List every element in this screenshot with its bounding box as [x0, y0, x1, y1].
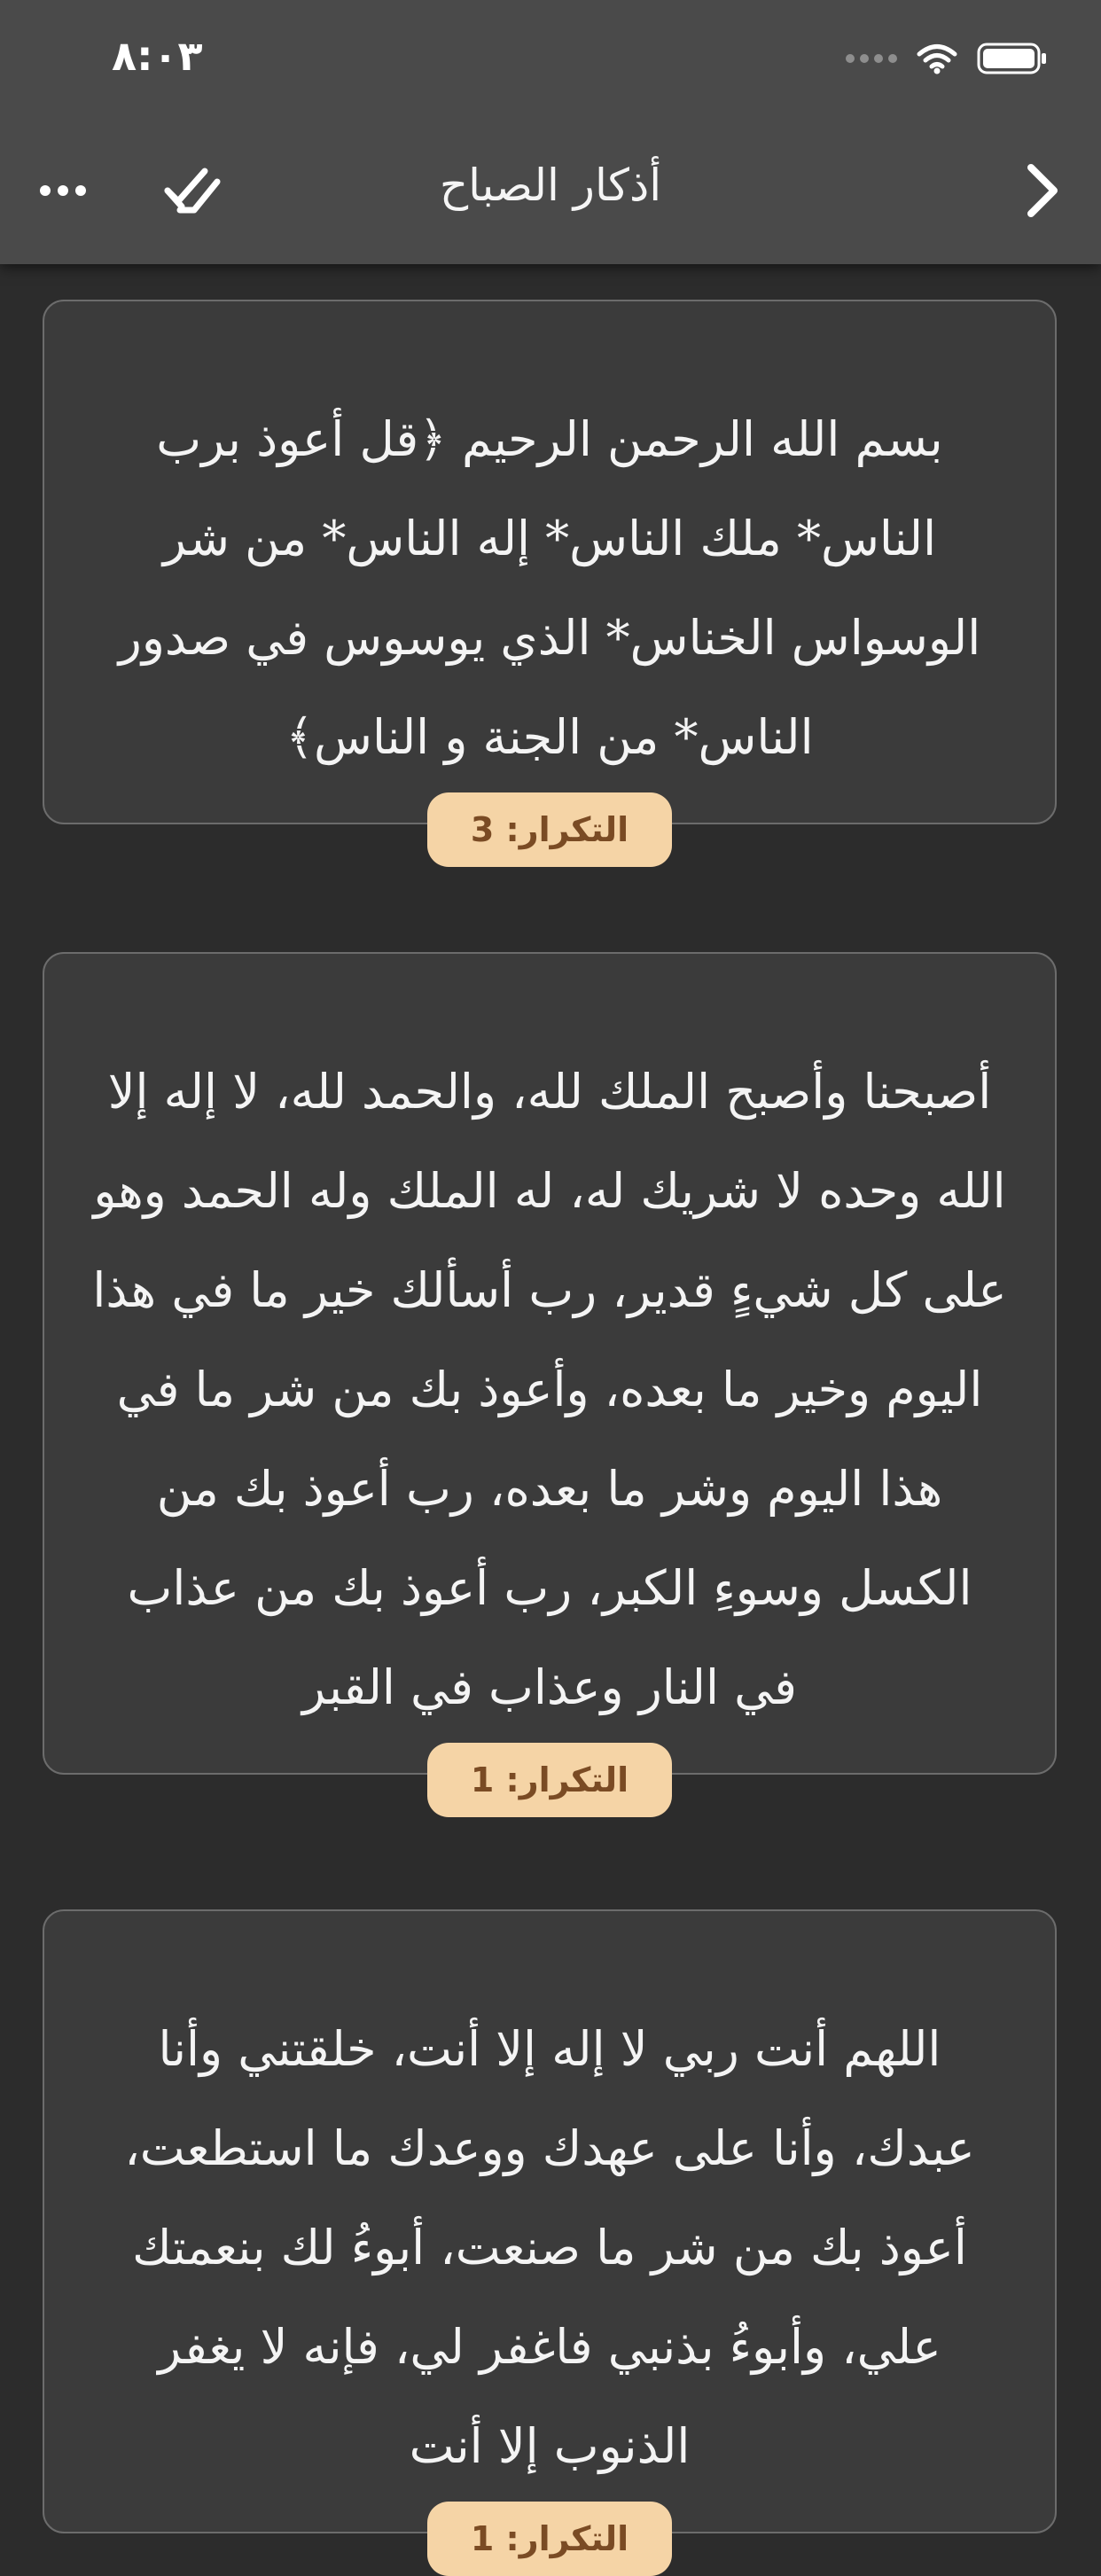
page-title: أذكار الصباح	[439, 160, 662, 211]
wifi-icon	[917, 43, 957, 74]
azkar-list[interactable]	[0, 264, 1101, 2558]
status-time: ٨:٠٣	[112, 32, 203, 80]
chevron-right-icon	[1024, 162, 1059, 219]
zikr-text: أصبحنا وأصبح الملك لله، والحمد لله، لا إله إلا الله وحده لا شريك له، له الملك وله الحمد وهو على كل شيءٍ قدير، رب أسألك خير ما في هذا اليوم وخير ما بعده، وأعوذ بك من شر ما في هذا اليوم وشر ما بعده، رب أعوذ بك من الكسل وسوءِ الكبر، رب أعوذ بك من عذاب في النار وعذاب في القبر	[43, 952, 1057, 1775]
status-indicators	[846, 39, 1048, 78]
zikr-card	[43, 1909, 1057, 2558]
repeat-count-badge[interactable]: التكرار: 1	[427, 2502, 672, 2576]
zikr-card	[43, 300, 1057, 849]
back-button[interactable]	[1002, 151, 1081, 230]
top-bar	[0, 0, 1101, 264]
zikr-card	[43, 952, 1057, 1799]
repeat-count-badge[interactable]: التكرار: 3	[427, 792, 672, 867]
navigation-bar	[0, 133, 1101, 248]
zikr-text: اللهم أنت ربي لا إله إلا أنت، خلقتني وأنا عبدك، وأنا على عهدك ووعدك ما استطعت، أعوذ بك من شر ما صنعت، أبوءُ لك بنعمتك علي، وأبوءُ بذنبي فاغفر لي، فإنه لا يغفر الذنوب إلا أنت	[43, 1909, 1057, 2533]
zikr-text: بسم الله الرحمن الرحيم ﴿قل أعوذ برب الناس* ملك الناس* إله الناس* من شر الوسواس الخناس* الذي يوسوس في صدور الناس* من الجنة و الناس﴾	[43, 300, 1057, 824]
cellular-signal-icon	[846, 54, 897, 63]
battery-icon	[977, 41, 1048, 76]
repeat-count-badge[interactable]: التكرار: 1	[427, 1743, 672, 1817]
